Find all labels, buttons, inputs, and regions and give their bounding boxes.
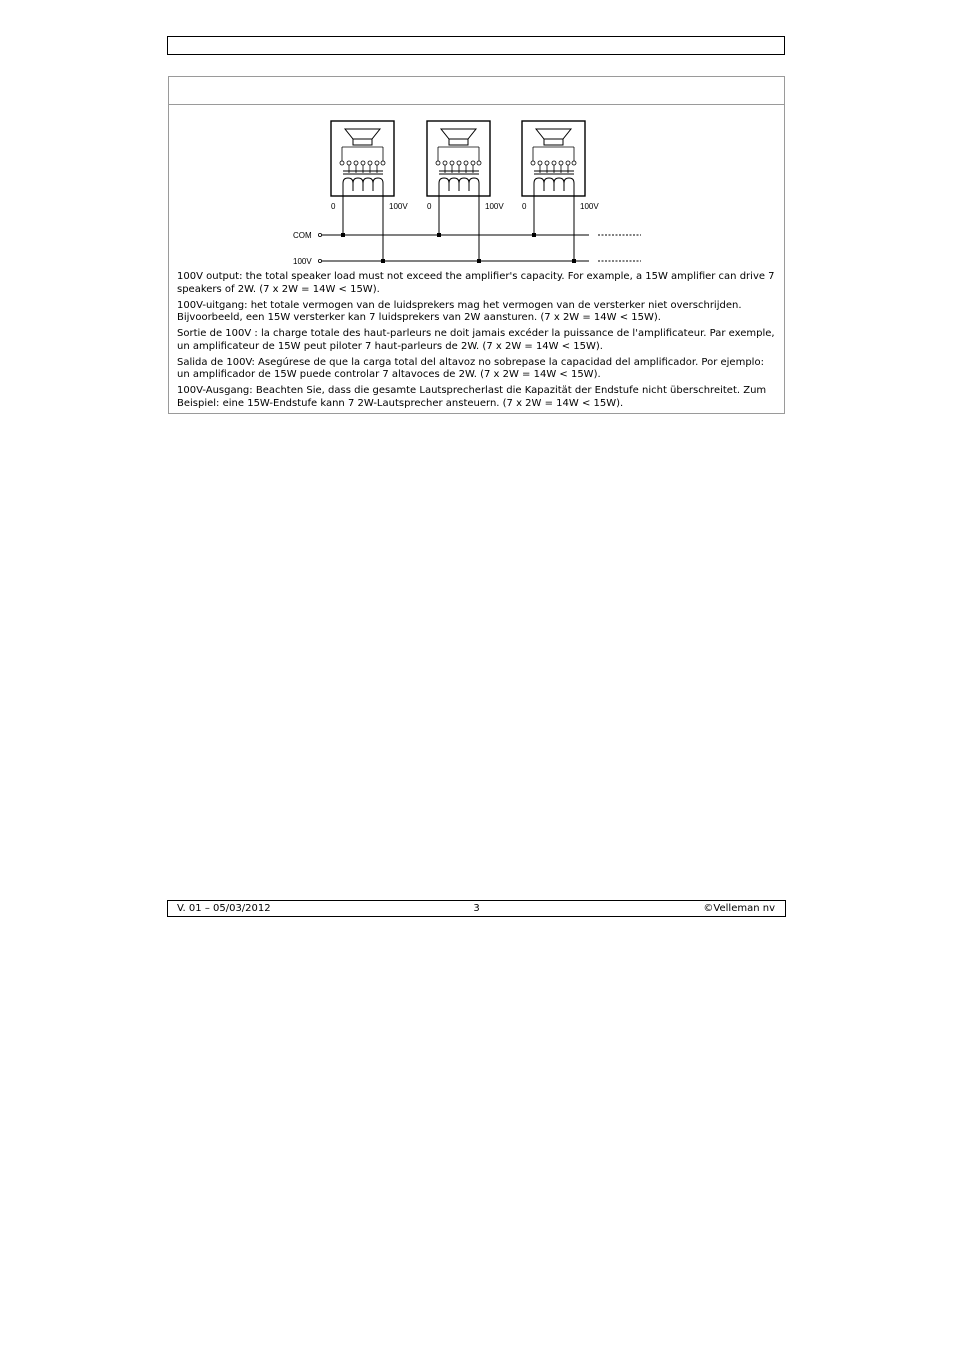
speaker-3-label-100v: 100V <box>580 202 599 211</box>
page-footer <box>167 900 786 917</box>
paragraph-nl: 100V-uitgang: het totale vermogen van de luidsprekers mag het vermogen van de versterker niet overschrijden. Bijvoorbeeld, een 15W versterker kan 7 luidsprekers van 2W aansturen. (7 x 2W = 14W < 15W). <box>177 299 742 323</box>
speaker-1-label-0: 0 <box>331 202 336 211</box>
paragraph-fr: Sortie de 100V : la charge totale des haut-parleurs ne doit jamais excéder la puissance de l'amplificateur. Par exemple, un amplificateur de 15W peut piloter 7 haut-parleurs de 2W. (7 x 2W = 14W < 15W). <box>177 328 775 352</box>
paragraph-de: 100V-Ausgang: Beachten Sie, dass die gesamte Lautsprecherlast die Kapazität der Endstufe nicht überschreitet. Zum Beispiel: eine 15W-Endstufe kann 7 2W-Lautsprecher ansteuern. (7 x 2W = 14W < 15W). <box>177 385 767 409</box>
footer-page-number: 3 <box>473 903 480 914</box>
footer-copyright: ©Velleman nv <box>703 903 775 914</box>
footer-version: V. 01 – 05/03/2012 <box>177 903 271 914</box>
speaker-2-label-100v: 100V <box>485 202 504 211</box>
table-header-row <box>169 77 784 105</box>
speaker-2-label-0: 0 <box>427 202 432 211</box>
speaker-1-icon <box>331 121 394 201</box>
speaker-2-icon <box>427 121 490 201</box>
content-table <box>168 76 785 414</box>
speaker-3-label-0: 0 <box>522 202 527 211</box>
paragraph-es: Salida de 100V: Asegúrese de que la carga total del altavoz no sobrepase la capacidad del amplificador. Por ejemplo: un amplificador de 15W puede controlar 7 altavoces de 2W. (7 x 2W = 14W < 15W). <box>177 356 764 380</box>
speaker-wiring-diagram <box>287 109 671 269</box>
page-header-box <box>167 36 785 55</box>
com-bus-line <box>318 233 641 236</box>
paragraph-en: 100V output: the total speaker load must not exceed the amplifier's capacity. For example, a 15W amplifier can drive 7 speakers of 2W. (7 x 2W = 14W < 15W). <box>177 271 775 295</box>
paragraph-list <box>177 271 777 414</box>
speaker-1-label-100v: 100V <box>389 202 408 211</box>
speaker-3-icon <box>522 121 585 201</box>
100v-bus-label: 100V <box>293 257 312 266</box>
com-bus-label: COM <box>293 231 312 240</box>
